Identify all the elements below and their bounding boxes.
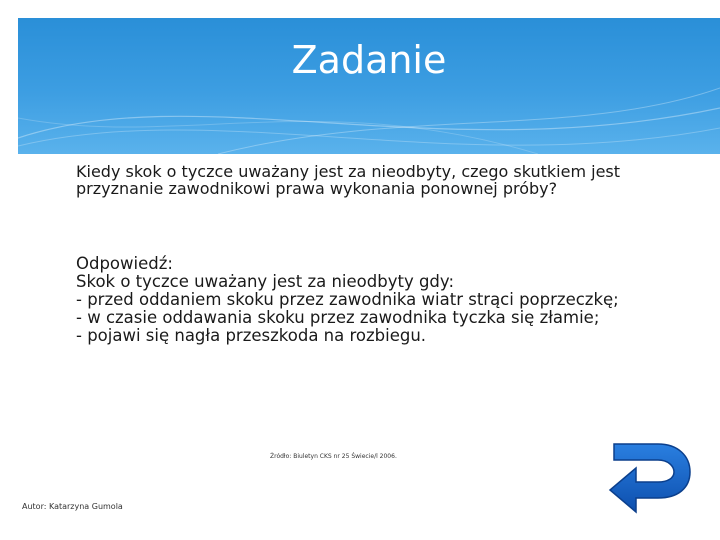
author-credit: Autor: Katarzyna Gumola — [22, 502, 123, 511]
return-arrow-icon[interactable] — [606, 436, 694, 518]
answer-item: - w czasie oddawania skoku przez zawodnika tyczka się złamie; — [76, 308, 600, 327]
source-note: Źródło: Biuletyn CKS nr 25 Świecie/l 2006. — [270, 453, 397, 460]
answer-block — [76, 255, 636, 345]
answer-intro: Skok o tyczce uważany jest za nieodbyty gdy: — [76, 272, 455, 291]
slide-title: Zadanie — [291, 38, 447, 82]
answer-heading: Odpowiedź: — [76, 254, 173, 273]
title-banner — [18, 18, 720, 154]
question-text: Kiedy skok o tyczce uważany jest za nieodbyty, czego skutkiem jest przyznanie zawodnikowi prawa wykonania ponownej próby? — [76, 162, 621, 198]
answer-item: - przed oddaniem skoku przez zawodnika wiatr strąci poprzeczkę; — [76, 290, 619, 309]
answer-item: - pojawi się nagła przeszkoda na rozbiegu. — [76, 326, 427, 345]
